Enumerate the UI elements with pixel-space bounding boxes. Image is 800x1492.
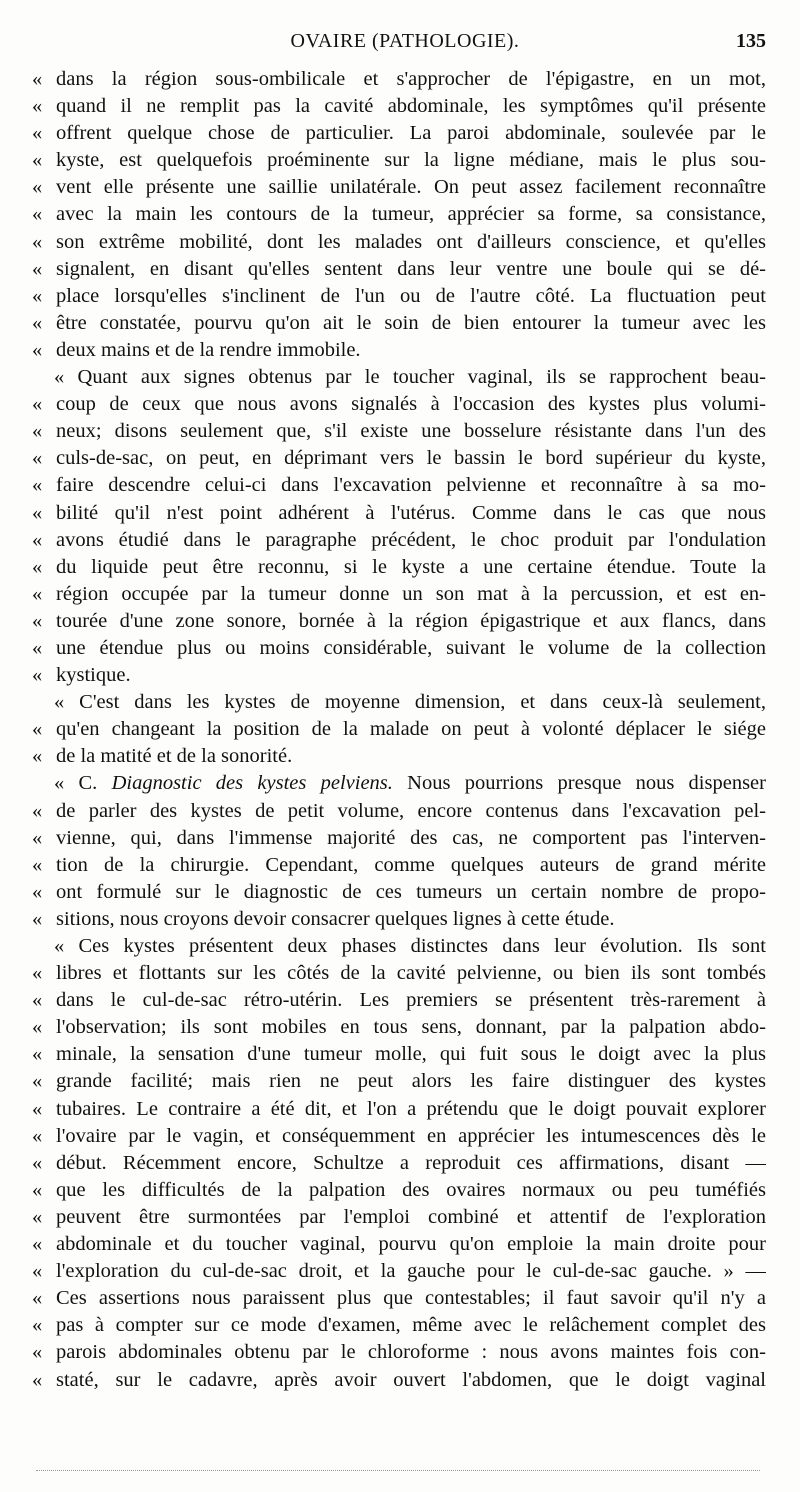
- quote-mark: «: [32, 311, 43, 334]
- text-line: [32, 1123, 766, 1150]
- quote-mark: «: [32, 1178, 43, 1201]
- text-line: [32, 1285, 766, 1312]
- line-prefix: « C.: [54, 772, 112, 795]
- quote-mark: «: [32, 1341, 43, 1364]
- text-line: [32, 906, 766, 933]
- text-line: [32, 716, 766, 743]
- text-line-content: minale, la sensation d'une tumeur molle, qui fuit sous le doigt avec la plus: [56, 1043, 766, 1066]
- text-line: [32, 1258, 766, 1285]
- quote-mark: «: [32, 718, 43, 741]
- text-line: [32, 1339, 766, 1366]
- text-line-content: vent elle présente une saillie unilatérale. On peut assez facilement reconnaître: [56, 176, 766, 199]
- text-line: [32, 337, 766, 364]
- text-line-content: tubaires. Le contraire a été dit, et l'on a prétendu que le doigt pouvait explorer: [56, 1097, 766, 1120]
- text-line: [32, 987, 766, 1014]
- quote-mark: «: [32, 528, 43, 551]
- quote-mark: «: [32, 826, 43, 849]
- quote-mark: «: [32, 799, 43, 822]
- quote-mark: «: [32, 880, 43, 903]
- text-line-content: dans le cul-de-sac rétro-utérin. Les premiers se présentent très-rarement à: [56, 989, 766, 1012]
- text-line: [32, 689, 766, 716]
- text-line-content: vienne, qui, dans l'immense majorité des cas, ne comportent pas l'interven-: [56, 826, 766, 849]
- text-line: [32, 500, 766, 527]
- text-line: [32, 1177, 766, 1204]
- text-line-content: l'observation; ils sont mobiles en tous sens, donnant, par la palpation abdo-: [56, 1016, 766, 1039]
- text-line-content: son extrême mobilité, dont les malades ont d'ailleurs conscience, et qu'elles: [56, 230, 766, 253]
- text-line: [32, 879, 766, 906]
- quote-mark: «: [32, 1233, 43, 1256]
- text-line-content: parois abdominales obtenu par le chloroforme : nous avons maintes fois con-: [56, 1341, 766, 1364]
- text-line-content: staté, sur le cadavre, après avoir ouvert l'abdomen, que le doigt vaginal: [56, 1368, 766, 1391]
- quote-mark: «: [32, 989, 43, 1012]
- quote-mark: «: [32, 1151, 43, 1174]
- quote-mark: «: [32, 203, 43, 226]
- text-line: [32, 1231, 766, 1258]
- text-line-content: l'ovaire par le vagin, et conséquemment en apprécier les intumescences dès le: [56, 1124, 766, 1147]
- text-line: [32, 120, 766, 147]
- quote-mark: «: [32, 338, 43, 361]
- text-line: [32, 933, 766, 960]
- text-line: [32, 445, 766, 472]
- text-line-content: qu'en changeant la position de la malade on peut à volonté déplacer le siége: [56, 718, 766, 741]
- text-line: [32, 1312, 766, 1339]
- quote-mark: «: [32, 420, 43, 443]
- section-heading-italic: Diagnostic des kystes pelviens.: [111, 772, 393, 795]
- text-line-content: Ces assertions nous paraissent plus que contestables; il faut savoir qu'il n'y a: [56, 1287, 766, 1310]
- text-line: [32, 798, 766, 825]
- running-header: [40, 28, 770, 60]
- text-line: [32, 852, 766, 879]
- quote-mark: «: [32, 447, 43, 470]
- text-line-content: abdominale et du toucher vaginal, pourvu qu'on emploie la main droite pour: [56, 1233, 766, 1256]
- quote-mark: «: [32, 176, 43, 199]
- text-line: [32, 147, 766, 174]
- text-line: [32, 310, 766, 337]
- quote-mark: «: [32, 284, 43, 307]
- text-line: [32, 581, 766, 608]
- text-line: [32, 1041, 766, 1068]
- text-line-content: signalent, en disant qu'elles sentent dans leur ventre une boule qui se dé-: [56, 257, 766, 280]
- text-line-content: « Quant aux signes obtenus par le toucher vaginal, ils se rapprochent beau-: [54, 366, 766, 389]
- quote-mark: «: [32, 745, 43, 768]
- quote-mark: «: [32, 1124, 43, 1147]
- quote-mark: «: [32, 1097, 43, 1120]
- text-line-content: faire descendre celui-ci dans l'excavation pelvienne et reconnaître à sa mo-: [56, 474, 766, 497]
- quote-mark: «: [32, 907, 43, 930]
- text-line-content: que les difficultés de la palpation des ovaires normaux ou peu tuméfiés: [56, 1178, 766, 1201]
- text-line: [32, 527, 766, 554]
- text-line: [32, 662, 766, 689]
- quote-mark: «: [32, 1314, 43, 1337]
- text-line-content: sitions, nous croyons devoir consacrer quelques lignes à cette étude.: [56, 907, 615, 930]
- quote-mark: «: [32, 853, 43, 876]
- text-line-content: kyste, est quelquefois proéminente sur la ligne médiane, mais le plus sou-: [56, 149, 766, 172]
- text-line-content: région occupée par la tumeur donne un son mat à la percussion, et est en-: [56, 582, 766, 605]
- text-line-content: pas à compter sur ce mode d'examen, même avec le relâchement complet des: [56, 1314, 766, 1337]
- text-line-content: être constatée, pourvu qu'on ait le soin de bien entourer la tumeur avec les: [56, 311, 766, 334]
- quote-mark: «: [32, 962, 43, 985]
- text-line: [32, 1068, 766, 1095]
- quote-mark: «: [32, 1260, 43, 1283]
- text-line: [32, 391, 766, 418]
- running-title: OVAIRE (PATHOLOGIE).: [290, 30, 520, 52]
- text-line-content: peuvent être surmontées par l'emploi combiné et attentif de l'exploration: [56, 1205, 766, 1228]
- quote-mark: «: [32, 393, 43, 416]
- text-line-content: « Ces kystes présentent deux phases distinctes dans leur évolution. Ils sont: [54, 935, 766, 957]
- text-line-content: dans la région sous-ombilicale et s'approcher de l'épigastre, en un mot,: [56, 68, 766, 90]
- text-line: [32, 283, 766, 310]
- text-line-content: offrent quelque chose de particulier. La paroi abdominale, soulevée par le: [56, 122, 766, 145]
- text-line: [32, 743, 766, 770]
- line-rest: Nous pourrions presque nous dispenser: [392, 772, 766, 795]
- quote-mark: «: [32, 609, 43, 632]
- text-line-content: de parler des kystes de petit volume, encore contenus dans l'excavation pel-: [56, 799, 766, 822]
- text-line: [32, 256, 766, 283]
- text-line: [32, 364, 766, 391]
- text-line-content: avec la main les contours de la tumeur, apprécier sa forme, sa consistance,: [56, 203, 766, 226]
- text-line-content: bilité qu'il n'est point adhérent à l'utérus. Comme dans le cas que nous: [56, 501, 766, 524]
- text-line: [32, 229, 766, 256]
- quote-mark: «: [32, 149, 43, 172]
- quote-mark: «: [32, 230, 43, 253]
- text-line-content: tion de la chirurgie. Cependant, comme quelques auteurs de grand mérite: [56, 853, 766, 876]
- quote-mark: «: [32, 1043, 43, 1066]
- text-line-content: ont formulé sur le diagnostic de ces tumeurs un certain nombre de propo-: [56, 880, 766, 903]
- text-line-content: tourée d'une zone sonore, bornée à la région épigastrique et aux flancs, dans: [56, 609, 766, 632]
- text-line: [32, 960, 766, 987]
- text-line: [32, 554, 766, 581]
- quote-mark: «: [32, 257, 43, 280]
- quote-mark: «: [32, 664, 43, 687]
- text-line: [32, 635, 766, 662]
- text-line: [32, 472, 766, 499]
- quote-mark: «: [32, 68, 43, 90]
- quote-mark: «: [32, 474, 43, 497]
- text-line-content: kystique.: [56, 664, 131, 687]
- text-line-content: [32, 770, 766, 797]
- text-line: [32, 1367, 766, 1394]
- text-line-content: « C'est dans les kystes de moyenne dimension, et dans ceux-là seulement,: [54, 691, 766, 714]
- quote-mark: «: [32, 122, 43, 145]
- quote-mark: «: [32, 1070, 43, 1093]
- text-line: [32, 1150, 766, 1177]
- text-line: [32, 174, 766, 201]
- text-line-content: place lorsqu'elles s'inclinent de l'un ou de l'autre côté. La fluctuation peut: [56, 284, 766, 307]
- quote-mark: «: [32, 1016, 43, 1039]
- text-line-content: une étendue plus ou moins considérable, suivant le volume de la collection: [56, 636, 766, 659]
- quote-mark: «: [32, 555, 43, 578]
- text-line: [32, 1204, 766, 1231]
- text-line: [32, 1014, 766, 1041]
- text-line: [32, 608, 766, 635]
- text-line-content: deux mains et de la rendre immobile.: [56, 338, 361, 361]
- text-line: [32, 770, 766, 797]
- text-line-content: culs-de-sac, on peut, en déprimant vers le bassin le bord supérieur du kyste,: [56, 447, 766, 470]
- text-line: [32, 825, 766, 852]
- text-line-content: grande facilité; mais rien ne peut alors les faire distinguer des kystes: [56, 1070, 766, 1093]
- text-line-content: avons étudié dans le paragraphe précédent, le choc produit par l'ondulation: [56, 528, 766, 551]
- footer-rule: [36, 1470, 760, 1471]
- text-line-content: libres et flottants sur les côtés de la cavité pelvienne, ou bien ils sont tombés: [56, 962, 766, 985]
- quote-mark: «: [32, 1368, 43, 1391]
- text-line-content: coup de ceux que nous avons signalés à l'occasion des kystes plus volumi-: [56, 393, 766, 416]
- quote-mark: «: [32, 95, 43, 118]
- text-line-content: l'exploration du cul-de-sac droit, et la gauche pour le cul-de-sac gauche. » —: [56, 1260, 766, 1283]
- text-line: [32, 418, 766, 445]
- text-line: [32, 93, 766, 120]
- page-body-text: [32, 66, 766, 1394]
- quote-mark: «: [32, 501, 43, 524]
- page-number: 135: [736, 30, 766, 52]
- text-line-content: quand il ne remplit pas la cavité abdominale, les symptômes qu'il présente: [56, 95, 766, 118]
- text-line-content: début. Récemment encore, Schultze a reproduit ces affirmations, disant —: [56, 1151, 766, 1174]
- text-line: [32, 66, 766, 93]
- quote-mark: «: [32, 636, 43, 659]
- text-line-content: de la matité et de la sonorité.: [56, 745, 293, 768]
- text-line: [32, 201, 766, 228]
- quote-mark: «: [32, 1287, 43, 1310]
- quote-mark: «: [32, 582, 43, 605]
- text-line-content: neux; disons seulement que, s'il existe une bosselure résistante dans l'un des: [56, 420, 766, 443]
- text-line-content: du liquide peut être reconnu, si le kyste a une certaine étendue. Toute la: [56, 555, 766, 578]
- quote-mark: «: [32, 1205, 43, 1228]
- text-line: [32, 1096, 766, 1123]
